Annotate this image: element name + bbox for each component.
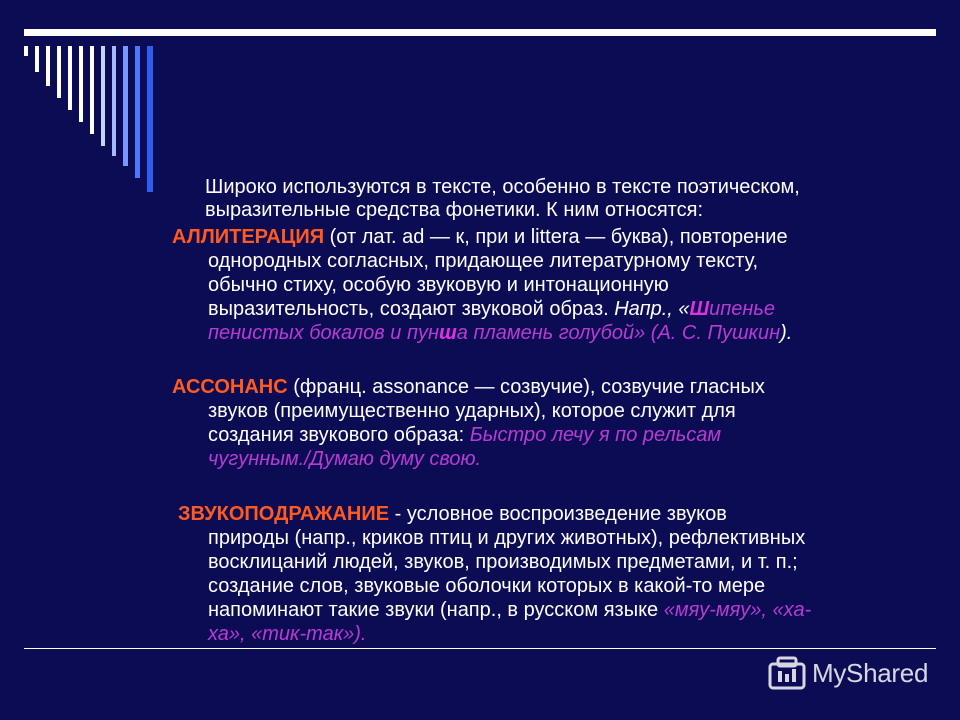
onomatopoeia-def-1: - условное воспроизведение звуков [389,503,727,525]
alliteration-example-part-1: ипенье [709,298,775,320]
assonance-def-1: (франц. assonance — созвучие), созвучие гласных [287,376,765,398]
alliteration-line-3: обычно стиху, особую звуковую и интонационную [208,274,669,296]
onomatopoeia-line-2: природы (напр., криков птиц и других животных), рефлективных [208,527,806,549]
bottom-rule [24,648,936,649]
intro-line-1: Широко используются в тексте, особенно в тексте поэтическом, [205,176,800,198]
alliteration-example-part-3: а пламень голубой» (А. С. Пушкин [456,322,781,344]
alliteration-example-label: Напр., « [608,298,690,320]
assonance-line-4 [208,448,481,472]
intro-line-2: выразительные средства фонетики. К ним относятся: [205,199,704,221]
alliteration-def-4: выразительность, создают звуковой образ. [208,298,609,320]
assonance-def-3: создания звукового образа: [208,424,470,446]
alliteration-example-close: ). [780,322,793,344]
assonance-term: АССОНАНС [172,376,288,398]
onomatopoeia-line-3: восклицаний людей, звуков, производимых предметами, и т. п.; [208,551,798,573]
alliteration-line-5 [208,322,792,346]
alliteration-line-2: однородных согласных, придающее литературному тексту, [208,250,759,272]
assonance-line-1 [172,376,765,400]
alliteration-example-part-2: пенистых бокалов и пун [208,322,439,344]
assonance-line-2: звуков (преимущественно ударных), которое служит для [208,400,736,422]
onomatopoeia-line-4: создание слов, звуковые оболочки которых в какой-то мере [208,575,766,597]
alliteration-line-1 [172,226,788,250]
onomatopoeia-example-2: ха», «тик-так»). [208,623,367,645]
onomatopoeia-example-1: «мяу-мяу», «ха- [663,599,812,621]
assonance-example-1: Быстро лечу я по рельсам [469,424,722,446]
alliteration-example-sh-2: ш [439,322,457,344]
onomatopoeia-line-1 [178,503,727,527]
onomatopoeia-line-6 [208,623,367,647]
assonance-line-3 [208,424,721,448]
watermark-text: MyShared [812,658,929,688]
onomatopoeia-line-5 [208,599,811,623]
alliteration-line-4 [208,298,775,322]
onomatopoeia-def-5: напоминают такие звуки (напр., в русском языке [208,599,664,621]
assonance-example-2: чугунным./Думаю думу свою. [208,448,482,470]
alliteration-example-sh-1: Ш [689,298,710,320]
onomatopoeia-term: ЗВУКОПОДРАЖАНИЕ [178,503,390,525]
alliteration-def-1: (от лат. ad — к, при и littera — буква), повторение [324,226,788,248]
decorative-stripes [0,0,200,200]
alliteration-term: АЛЛИТЕРАЦИЯ [172,226,325,248]
